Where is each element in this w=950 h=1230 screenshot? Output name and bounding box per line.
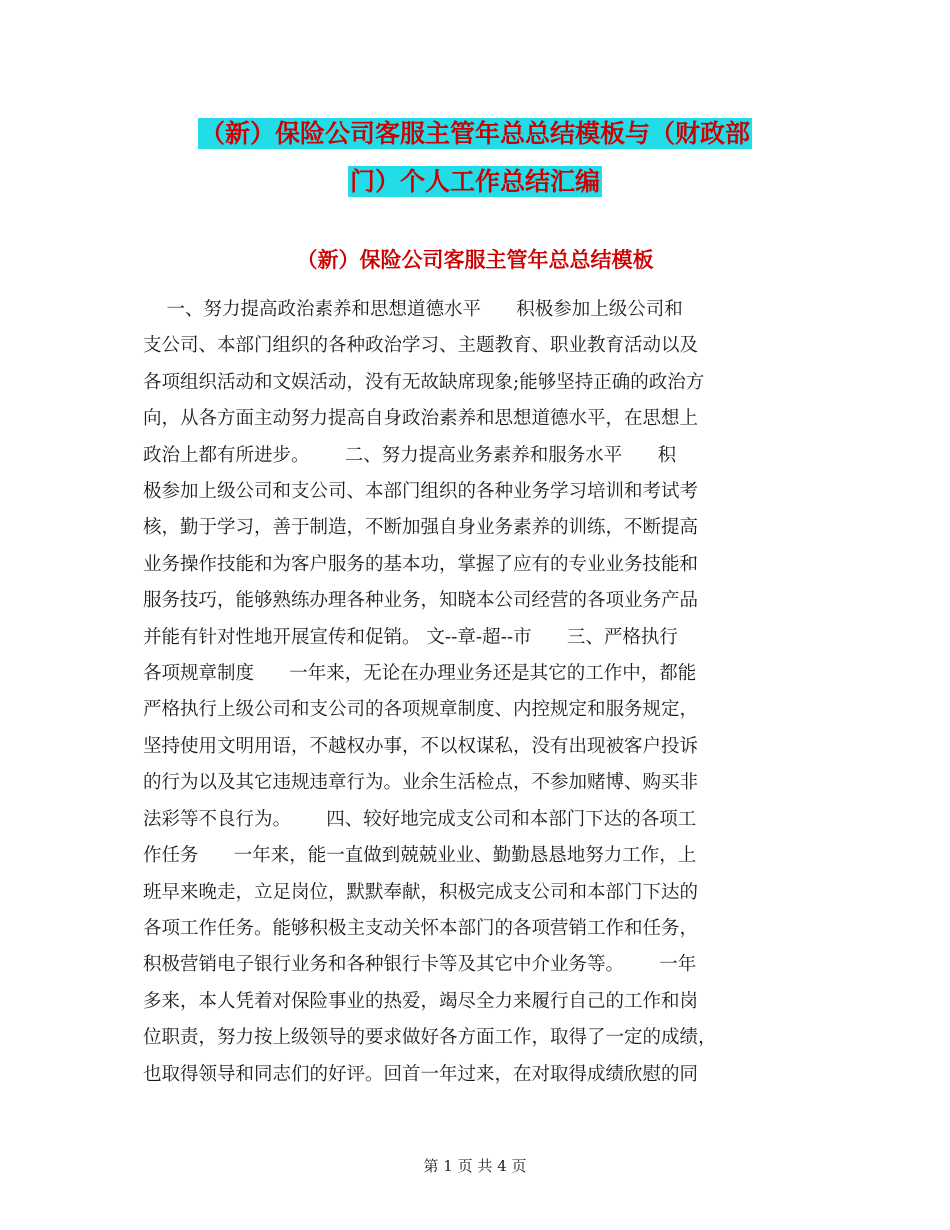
- body-line: 多来，本人凭着对保险事业的热爱，竭尽全力来履行自己的工作和岗: [143, 990, 699, 1012]
- body-line: 各项工作任务。能够积极主支动关怀本部门的各项营销工作和任务，: [143, 917, 699, 939]
- body-line: 各项规章制度 一年来，无论在办理业务还是其它的工作中，都能: [143, 663, 697, 685]
- title-line-1: （新）保险公司客服主管年总总结模板与（财政部: [199, 119, 750, 148]
- body-line: 积极营销电子银行业务和各种银行卡等及其它中介业务等。 一年: [143, 954, 697, 976]
- body-line: 严格执行上级公司和支公司的各项规章制度、内控规定和服务规定，: [143, 699, 699, 721]
- title-line-2: 门）个人工作总结汇编: [349, 167, 600, 196]
- body-line: 业务操作技能和为客户服务的基本功，掌握了应有的专业业务技能和: [143, 553, 699, 575]
- body-line: 一、努力提高政治素养和思想道德水平 积极参加上级公司和: [143, 299, 683, 320]
- body-line: 支公司、本部门组织的各种政治学习、主题教育、职业教育活动以及: [143, 335, 699, 357]
- body-line: 向，从各方面主动努力提高自身政治素养和思想道德水平，在思想上: [143, 408, 699, 430]
- body-line: 各项组织活动和文娱活动，没有无故缺席现象;能够坚持正确的政治方: [143, 371, 705, 393]
- body-line: 作任务 一年来，能一直做到兢兢业业、勤勤恳恳地努力工作，上: [143, 845, 697, 867]
- section-heading: （新）保险公司客服主管年总总结模板: [296, 248, 654, 272]
- body-line: 政治上都有所进步。 二、努力提高业务素养和服务水平 积: [143, 444, 677, 466]
- body-line: 法彩等不良行为。 四、较好地完成支公司和本部门下达的各项工: [143, 808, 697, 830]
- body-line: 坚持使用文明用语，不越权办事，不以权谋私，没有出现被客户投诉: [143, 735, 699, 757]
- body-line: 服务技巧，能够熟练办理各种业务，知晓本公司经营的各项业务产品: [143, 590, 699, 612]
- body-line: 核，勤于学习，善于制造，不断加强自身业务素养的训练，不断提高: [143, 517, 699, 539]
- body-paragraph: [143, 292, 811, 1093]
- body-line: 并能有针对性地开展宣传和促销。 文--章-超--市 三、严格执行: [143, 626, 678, 648]
- body-line: 极参加上级公司和支公司、本部门组织的各种业务学习培训和考试考: [143, 481, 699, 503]
- body-line: 也取得领导和同志们的好评。回首一年过来，在对取得成绩欣慰的同: [143, 1063, 699, 1085]
- page-footer: 第 1 页 共 4 页: [423, 1157, 527, 1175]
- document-title: [0, 110, 950, 206]
- body-line: 位职责，努力按上级领导的要求做好各方面工作，取得了一定的成绩，: [143, 1027, 717, 1049]
- body-line: 班早来晚走，立足岗位，默默奉献，积极完成支公司和本部门下达的: [143, 881, 699, 903]
- body-line: 的行为以及其它违规违章行为。业余生活检点，不参加赌博、购买非: [143, 772, 699, 794]
